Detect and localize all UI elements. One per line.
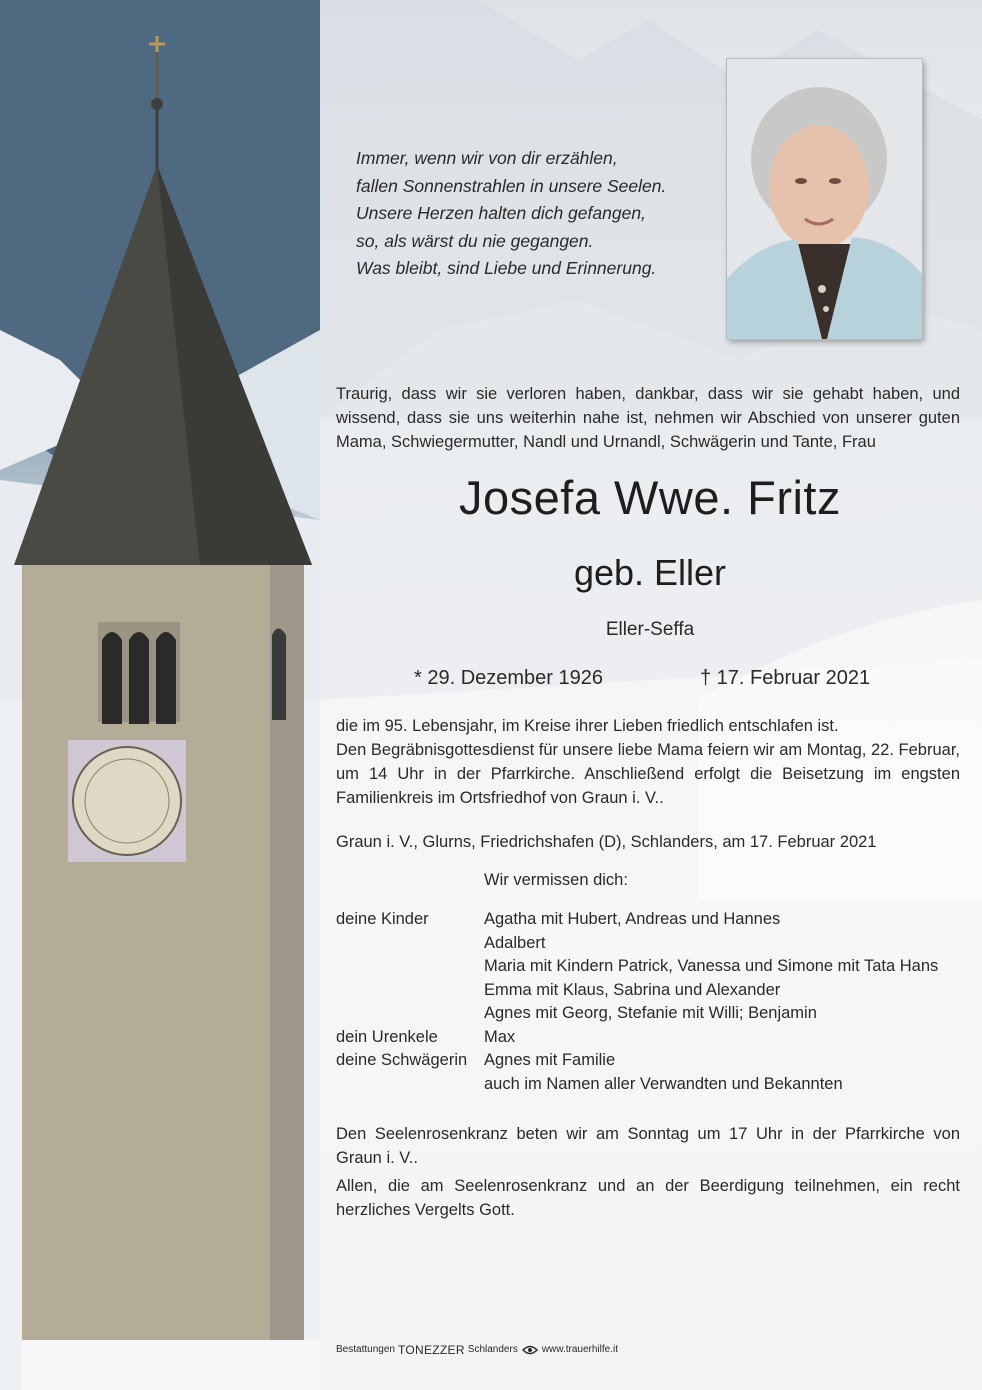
quote-line: fallen Sonnenstrahlen in unsere Seelen.: [356, 175, 667, 196]
intro-text: Traurig, dass wir sie verloren haben, dankbar, dass wir sie gehabt haben, und wissend, dass sie uns weiterhin nahe ist, nehmen wir Abschied von unserer guten Mama, Schwiegermutter, Nandl und Urnandl, Schwägerin und Tante, Frau: [336, 385, 960, 451]
footer: [336, 1343, 618, 1357]
mourner-label: [336, 955, 484, 979]
deceased-name: Josefa Wwe. Fritz: [459, 471, 841, 524]
mourner-label: [336, 1002, 484, 1026]
mourner-row: [336, 955, 938, 979]
mourner-row: [336, 1002, 938, 1026]
mourner-label: [336, 979, 484, 1003]
mourner-names: Adalbert: [484, 933, 546, 952]
thanks-text: Allen, die am Seelenrosenkranz und an der Beerdigung teilnehmen, ein recht herzliches Vergelts Gott.: [336, 1177, 960, 1219]
portrait-photo: [727, 59, 922, 339]
quote-line: so, als wärst du nie gegangen.: [356, 230, 594, 251]
quote-line: Unsere Herzen halten dich gefangen,: [356, 203, 646, 223]
rosary-text: Den Seelenrosenkranz beten wir am Sonntag um 17 Uhr in der Pfarrkirche von Graun i. V..: [336, 1125, 960, 1167]
mourner-row: [336, 932, 938, 956]
mourner-row: [336, 1026, 938, 1050]
mourner-row: [336, 979, 938, 1003]
footer-website[interactable]: www.trauerhilfe.it: [541, 1344, 618, 1355]
mourner-row: [336, 1073, 938, 1097]
mourner-label: deine Schwägerin: [336, 1051, 468, 1069]
mourner-row: [336, 1049, 938, 1073]
mourner-label: [336, 1073, 484, 1097]
mourner-names: Max: [484, 1027, 516, 1046]
quote-line: Was bleibt, sind Liebe und Erinnerung.: [356, 258, 657, 278]
funeral-text: Den Begräbnisgottesdienst für unsere liebe Mama feiern wir am Montag, 22. Februar, um 14 Uhr in der Pfarrkirche. Anschließend erfolgt die Beisetzung im engsten Familienkreis im Ortsfriedhof von Graun i. V..: [336, 741, 960, 807]
mourner-names: Maria mit Kindern Patrick, Vanessa und Simone mit Tata Hans: [484, 957, 939, 975]
quote-line: Immer, wenn wir von dir erzählen,: [356, 148, 618, 168]
mourner-names: Agnes mit Familie: [484, 1051, 616, 1069]
mourners-list: [336, 908, 938, 1096]
nickname: Eller-Seffa: [605, 619, 695, 640]
mourner-label: dein Urenkele: [336, 1027, 438, 1046]
place-date: Graun i. V., Glurns, Friedrichshafen (D), Schlanders, am 17. Februar 2021: [336, 833, 877, 851]
mourner-names: Agnes mit Georg, Stefanie mit Willi; Benjamin: [484, 1004, 817, 1022]
death-date: † 17. Februar 2021: [700, 667, 871, 689]
mourner-names: Agatha mit Hubert, Andreas und Hannes: [484, 910, 781, 928]
trauerhilfe-logo-icon: [521, 1343, 539, 1357]
footer-prefix: Bestattungen: [336, 1344, 395, 1355]
maiden-name: geb. Eller: [573, 552, 727, 593]
birth-date: * 29. Dezember 1926: [414, 667, 604, 689]
we-miss-you: Wir vermissen dich:: [484, 871, 628, 889]
mourner-label: deine Kinder: [336, 910, 429, 928]
mourner-names: auch im Namen aller Verwandten und Bekannten: [484, 1074, 843, 1093]
mourner-label: [336, 932, 484, 956]
footer-suffix: Schlanders: [467, 1344, 518, 1355]
church-tower-photo: [0, 0, 320, 1390]
age-text: die im 95. Lebensjahr, im Kreise ihrer Lieben friedlich entschlafen ist.: [336, 717, 839, 735]
mourner-names: Emma mit Klaus, Sabrina und Alexander: [484, 980, 781, 999]
memorial-quote: [356, 145, 716, 283]
footer-brand: TONEZZER: [397, 1343, 465, 1357]
mourner-row: [336, 908, 938, 932]
